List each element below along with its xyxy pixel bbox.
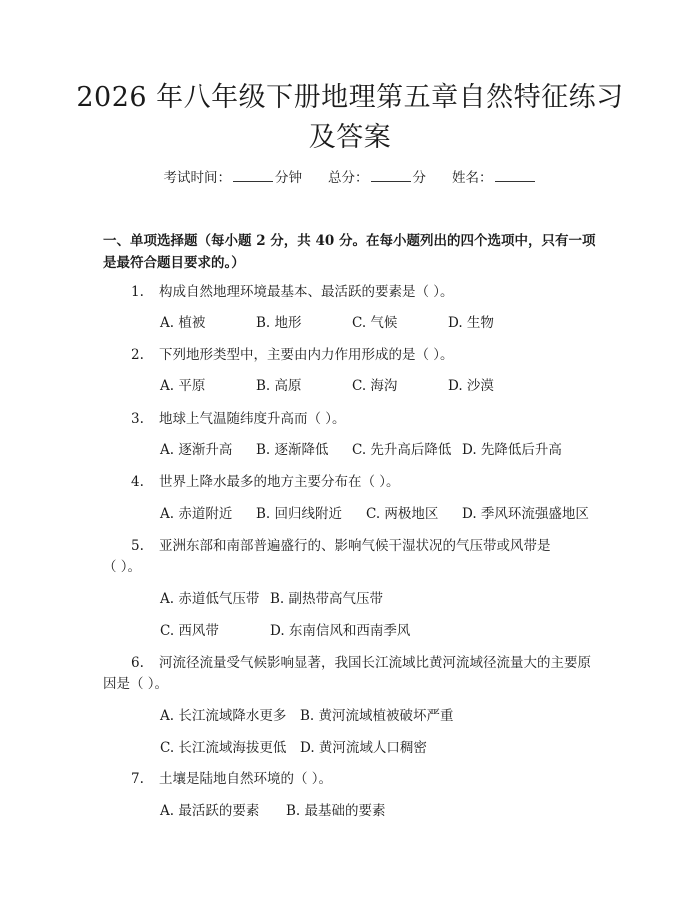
option-a[interactable]: A. 最活跃的要素 (160, 803, 260, 819)
option-a[interactable]: A. 平原 (160, 378, 206, 394)
question-6-continued (103, 673, 168, 695)
option-b[interactable]: B. 地形 (256, 315, 302, 331)
question-number: 7. (131, 771, 144, 787)
option-a[interactable]: A. 长江流域降水更多 (160, 708, 287, 724)
question-3-options (160, 439, 562, 461)
question-text: 下列地形类型中，主要由内力作用形成的是（ ）。 (159, 347, 454, 363)
question-6-options-row-1 (160, 705, 454, 727)
option-c[interactable]: C. 气候 (352, 315, 398, 331)
document-title (70, 78, 630, 158)
title-line-2: 及答案 (308, 122, 392, 153)
score-label: 总分： (328, 170, 369, 186)
option-a[interactable]: A. 植被 (160, 315, 206, 331)
question-number: 1. (131, 284, 144, 300)
question-text-line-1: 亚洲东部和南部普遍盛行的、影响气候干湿状况的气压带或风带是 (159, 538, 551, 554)
question-5-options-row-2 (160, 620, 410, 642)
score-blank[interactable] (371, 168, 411, 182)
question-7 (131, 768, 332, 790)
question-number: 3. (131, 411, 144, 427)
option-d[interactable]: D. 沙漠 (448, 378, 494, 394)
question-number: 2. (131, 347, 144, 363)
option-a[interactable]: A. 逐渐升高 (160, 442, 233, 458)
question-text: 世界上降水最多的地方主要分布在（ ）。 (159, 474, 400, 490)
option-d[interactable]: D. 东南信风和西南季风 (270, 623, 411, 639)
question-4-options (160, 503, 589, 525)
option-b[interactable]: B. 最基础的要素 (286, 803, 386, 819)
option-d[interactable]: D. 黄河流域人口稠密 (300, 740, 427, 756)
section-heading-line-2: 是最符合题目要求的。） (103, 255, 245, 271)
name-label: 姓名： (452, 170, 493, 186)
question-number: 6. (131, 655, 144, 671)
option-c[interactable]: C. 两极地区 (366, 506, 439, 522)
question-1-options (160, 312, 494, 334)
question-5 (131, 535, 551, 557)
question-text-line-2: 因是（ ）。 (103, 676, 169, 692)
title-line-1: 2026 年八年级下册地理第五章自然特征练习 (76, 82, 624, 113)
option-d[interactable]: D. 季风环流强盛地区 (462, 506, 589, 522)
question-4 (131, 471, 400, 493)
question-number: 4. (131, 474, 144, 490)
option-c[interactable]: C. 西风带 (160, 623, 219, 639)
option-b[interactable]: B. 高原 (256, 378, 302, 394)
question-6-options-row-2 (160, 737, 427, 759)
option-c[interactable]: C. 海沟 (352, 378, 398, 394)
question-text: 构成自然地理环境最基本、最活跃的要素是（ ）。 (159, 284, 454, 300)
question-6 (131, 652, 591, 674)
score-unit: 分 (412, 170, 426, 186)
option-b[interactable]: B. 副热带高气压带 (270, 591, 384, 607)
question-3 (131, 408, 346, 430)
time-unit: 分钟 (275, 170, 302, 186)
option-d[interactable]: D. 先降低后升高 (462, 442, 562, 458)
option-a[interactable]: A. 赤道附近 (160, 506, 233, 522)
question-text: 土壤是陆地自然环境的（ ）。 (159, 771, 333, 787)
section-heading (103, 230, 603, 274)
option-c[interactable]: C. 长江流域海拔更低 (160, 740, 287, 756)
option-b[interactable]: B. 逐渐降低 (256, 442, 329, 458)
option-d[interactable]: D. 生物 (448, 315, 494, 331)
question-1 (131, 281, 454, 303)
question-2 (131, 344, 454, 366)
question-5-continued (103, 556, 141, 578)
question-2-options (160, 375, 494, 397)
question-text-line-1: 河流径流量受气候影响显著，我国长江流域比黄河流域径流量大的主要原 (159, 655, 591, 671)
name-blank[interactable] (495, 168, 535, 182)
question-text-line-2: （ ）。 (103, 559, 142, 575)
question-7-options-row-1 (160, 800, 386, 822)
time-blank[interactable] (233, 168, 273, 182)
option-b[interactable]: B. 黄河流域植被破坏严重 (300, 708, 454, 724)
option-b[interactable]: B. 回归线附近 (256, 506, 343, 522)
option-c[interactable]: C. 先升高后降低 (352, 442, 452, 458)
question-text: 地球上气温随纬度升高而（ ）。 (159, 411, 346, 427)
section-heading-line-1: 一、单项选择题（每小题 2 分，共 40 分。在每小题列出的四个选项中，只有一项 (103, 233, 596, 249)
question-5-options-row-1 (160, 588, 383, 610)
question-number: 5. (131, 538, 144, 554)
exam-meta (0, 168, 700, 188)
time-label: 考试时间： (163, 170, 231, 186)
option-a[interactable]: A. 赤道低气压带 (160, 591, 260, 607)
